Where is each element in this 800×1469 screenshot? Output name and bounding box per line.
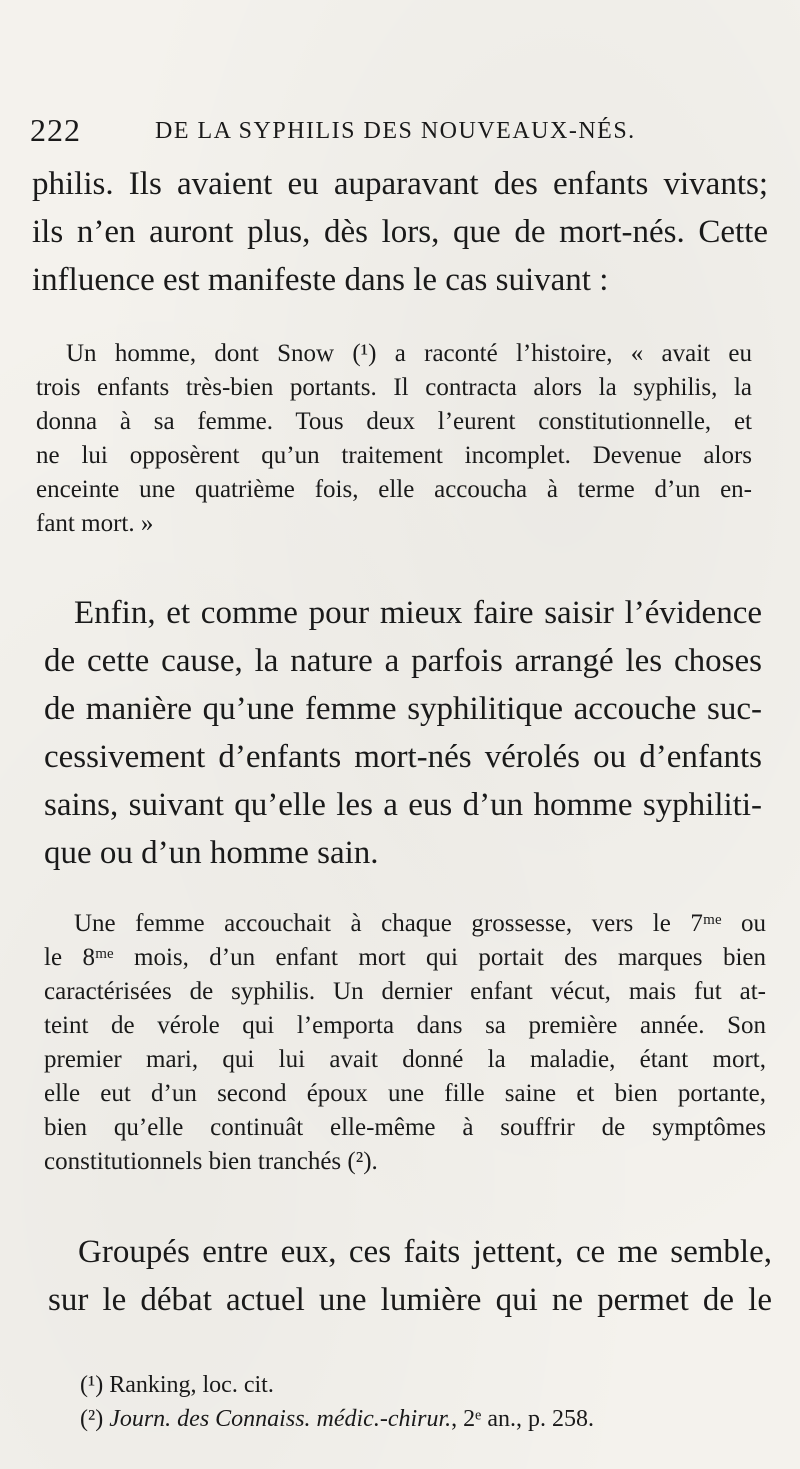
- paragraph-enfin: [44, 589, 762, 877]
- text-line: Une femme accouchait à chaque grossesse, vers le 7ᵐᵉ ou: [74, 910, 766, 937]
- running-title: DE LA SYPHILIS DES NOUVEAUX-NÉS.: [155, 118, 636, 144]
- case-quote-snow: [36, 337, 752, 541]
- text-line: sains, suivant qu’elle les a eus d’un homme syphiliti-: [44, 787, 762, 823]
- text-line: Un homme, dont Snow (¹) a raconté l’histoire, « avait eu: [66, 340, 752, 367]
- footnote-2: [80, 1402, 680, 1436]
- footnote-text: , 2ᵉ an., p. 258.: [451, 1406, 594, 1432]
- case-quote-femme: [44, 907, 766, 1179]
- paragraph-continuation: [32, 160, 768, 304]
- text-line: philis. Ils avaient eu auparavant des enfants vivants;: [32, 166, 768, 202]
- page-number: 222: [30, 112, 81, 148]
- text-line: cessivement d’enfants mort-nés vérolés ou d’enfants: [44, 739, 762, 775]
- text-line: de manière qu’une femme syphilitique accouche suc-: [44, 691, 762, 727]
- text-line: caractérisées de syphilis. Un dernier enfant vécut, mais fut at-: [44, 978, 766, 1005]
- text-line: elle eut d’un second époux une fille saine et bien portante,: [44, 1080, 766, 1107]
- text-line: fant mort. »: [36, 510, 154, 537]
- paragraph-groupes: [48, 1228, 772, 1324]
- text-line: premier mari, qui lui avait donné la maladie, étant mort,: [44, 1046, 766, 1073]
- text-line: ils n’en auront plus, dès lors, que de mort-nés. Cette: [32, 214, 768, 250]
- text-line: trois enfants très-bien portants. Il contracta alors la syphilis, la: [36, 374, 752, 401]
- text-line: influence est manifeste dans le cas suivant :: [32, 262, 609, 298]
- text-line: Groupés entre eux, ces faits jettent, ce me semble,: [78, 1234, 772, 1270]
- page-header: [30, 112, 770, 152]
- text-line: Enfin, et comme pour mieux faire saisir l’évidence: [74, 595, 762, 631]
- text-line: constitutionnels bien tranchés (²).: [44, 1148, 378, 1175]
- footnote-1: [80, 1368, 680, 1402]
- footnote-text: Ranking, loc. cit.: [109, 1372, 274, 1398]
- footnote-marker: (²): [80, 1406, 104, 1432]
- text-line: sur le débat actuel une lumière qui ne permet de le: [48, 1282, 772, 1318]
- footnote-marker: (¹): [80, 1372, 104, 1398]
- footnotes: [80, 1368, 680, 1436]
- text-line: donna à sa femme. Tous deux l’eurent constitutionnelle, et: [36, 408, 752, 435]
- footnote-source: Journ. des Connaiss. médic.-chirur.: [109, 1406, 452, 1432]
- text-line: teint de vérole qui l’emporta dans sa première année. Son: [44, 1012, 766, 1039]
- text-line: ne lui opposèrent qu’un traitement incomplet. Devenue alors: [36, 442, 752, 469]
- text-line: bien qu’elle continuât elle-même à souffrir de symptômes: [44, 1114, 766, 1141]
- text-line: que ou d’un homme sain.: [44, 835, 379, 871]
- text-line: enceinte une quatrième fois, elle accoucha à terme d’un en-: [36, 476, 752, 503]
- text-line: le 8ᵐᵉ mois, d’un enfant mort qui portait des marques bien: [44, 944, 766, 971]
- text-line: de cette cause, la nature a parfois arrangé les choses: [44, 643, 762, 679]
